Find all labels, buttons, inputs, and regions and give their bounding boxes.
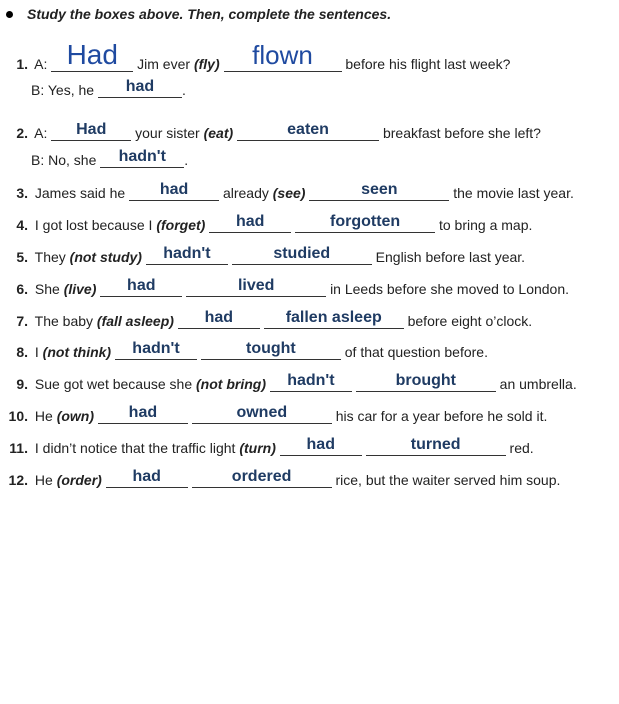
blank-1c[interactable]: had	[98, 81, 182, 98]
blank-6b[interactable]: lived	[186, 280, 326, 297]
blank-5b[interactable]: studied	[232, 248, 372, 265]
blank-4a[interactable]: had	[209, 216, 291, 233]
blank-5a[interactable]: hadn't	[146, 248, 228, 265]
question-8: 8. I (not think) hadn't tought of that question before.	[16, 340, 488, 360]
blank-3b[interactable]: seen	[309, 184, 449, 201]
question-9: 9. Sue got wet because she (not bring) hadn't brought an umbrella.	[16, 372, 577, 392]
blank-7b[interactable]: fallen asleep	[264, 312, 404, 329]
question-2-b: B: No, she hadn't .	[31, 148, 189, 168]
question-2: 2. A: Had your sister (eat) eaten breakfast before she left?	[16, 121, 541, 141]
question-1-b: B: Yes, he had .	[31, 78, 186, 98]
blank-6a[interactable]: had	[100, 280, 182, 297]
blank-4b[interactable]: forgotten	[295, 216, 435, 233]
question-1: 1. A: Had Jim ever (fly) flown before his flight last week?	[16, 39, 511, 72]
blank-11b[interactable]: turned	[366, 439, 506, 456]
blank-2c[interactable]: hadn't	[100, 151, 184, 168]
blank-12a[interactable]: had	[106, 471, 188, 488]
question-10: 10. He (own) had owned his car for a year before he sold it.	[8, 404, 548, 424]
bullet-icon	[6, 11, 13, 18]
blank-10b[interactable]: owned	[192, 407, 332, 424]
blank-10a[interactable]: had	[98, 407, 188, 424]
blank-9a[interactable]: hadn't	[270, 375, 352, 392]
blank-12b[interactable]: ordered	[192, 471, 332, 488]
blank-7a[interactable]: had	[178, 312, 260, 329]
blank-9b[interactable]: brought	[356, 375, 496, 392]
instruction: Study the boxes above. Then, complete the sentences.	[0, 6, 391, 22]
question-3: 3. James said he had already (see) seen the movie last year.	[16, 181, 574, 201]
question-7: 7. The baby (fall asleep) had fallen asleep before eight o’clock.	[16, 309, 533, 329]
question-5: 5. They (not study) hadn't studied English before last year.	[16, 245, 526, 265]
blank-11a[interactable]: had	[280, 439, 362, 456]
blank-1a[interactable]: Had	[51, 55, 133, 72]
blank-8b[interactable]: tought	[201, 343, 341, 360]
question-4: 4. I got lost because I (forget) had forgotten to bring a map.	[16, 213, 533, 233]
blank-8a[interactable]: hadn't	[115, 343, 197, 360]
question-6: 6. She (live) had lived in Leeds before she moved to London.	[16, 277, 570, 297]
blank-2a[interactable]: Had	[51, 124, 131, 141]
question-12: 12. He (order) had ordered rice, but the waiter served him soup.	[8, 468, 561, 488]
blank-1b[interactable]: flown	[224, 55, 342, 72]
blank-2b[interactable]: eaten	[237, 124, 379, 141]
question-11: 11. I didn’t notice that the traffic light (turn) had turned red.	[9, 436, 534, 456]
blank-3a[interactable]: had	[129, 184, 219, 201]
